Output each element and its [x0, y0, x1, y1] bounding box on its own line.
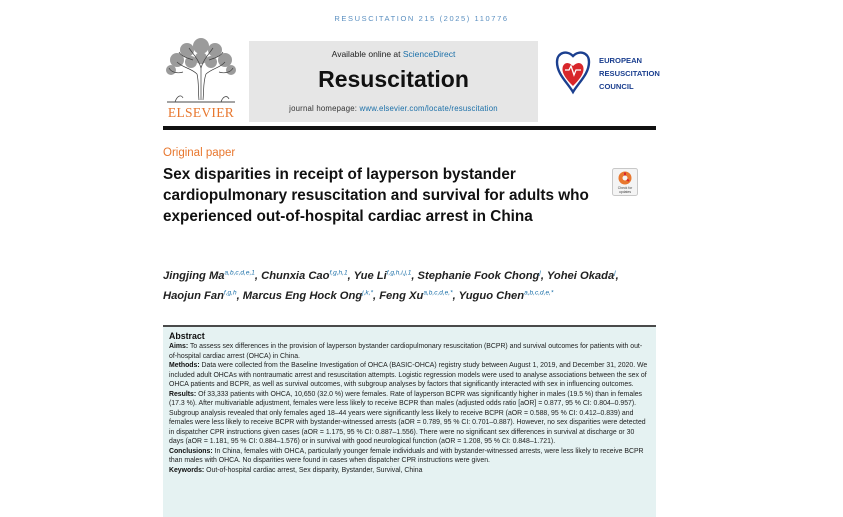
journal-homepage-line — [249, 104, 538, 113]
erc-line-1: EUROPEAN — [599, 56, 643, 65]
erc-line-2: RESUSCITATION — [599, 69, 660, 78]
article-type-label: Original paper — [163, 147, 236, 159]
author-separator: , — [254, 269, 258, 282]
abstract-keywords — [169, 466, 650, 476]
abstract-conclusions — [169, 447, 650, 466]
homepage-prefix: journal homepage: — [289, 104, 360, 113]
available-prefix: Available online at — [331, 49, 403, 59]
author-affiliation[interactable]: f,g,h,i,j,1 — [386, 269, 412, 276]
author-affiliation[interactable]: a,b,c,d,e,* — [524, 289, 554, 297]
author-affiliation[interactable]: j,k,* — [362, 289, 373, 297]
paper-title: Sex disparities in receipt of layperson bystander cardiopulmonary resuscitation and survival for adults who experienced out-of-hospital cardiac arrest in China — [163, 166, 589, 225]
conclusions-label: Conclusions: — [169, 447, 213, 455]
keywords-label: Keywords: — [169, 466, 205, 474]
author-separator: , — [452, 290, 456, 303]
keywords-text: Out-of-hospital cardiac arrest, Sex disparity, Bystander, Survival, China — [206, 466, 423, 474]
journal-reference: RESUSCITATION 215 (2025) 110776 — [334, 14, 509, 23]
available-online-line — [249, 49, 538, 59]
author-name: Chunxia Cao — [261, 269, 330, 282]
author-name: Jingjing Ma — [163, 269, 225, 282]
author-name: Yuguo Chen — [458, 290, 525, 303]
author-separator: , — [411, 269, 415, 282]
author-name: Haojun Fan — [163, 290, 224, 303]
author-affiliation[interactable]: a,b,c,d,e,1 — [224, 269, 255, 276]
elsevier-wordmark: ELSEVIER — [167, 105, 235, 120]
journal-masthead — [163, 38, 660, 126]
author[interactable] — [459, 290, 554, 302]
badge-text-2: updates — [618, 190, 632, 194]
author[interactable] — [163, 290, 240, 302]
author[interactable] — [163, 270, 258, 282]
badge-text-1: Check for — [617, 186, 633, 190]
author-separator: , — [540, 269, 544, 282]
results-label: Results: — [169, 390, 197, 398]
author-name: Feng Xu — [379, 290, 424, 303]
journal-title: Resuscitation — [318, 66, 469, 92]
abstract-box — [163, 325, 656, 517]
check-for-updates-icon[interactable] — [612, 168, 638, 196]
author[interactable] — [379, 290, 456, 302]
author-separator: , — [615, 269, 619, 282]
author-separator: , — [236, 290, 240, 303]
abstract-results — [169, 390, 650, 447]
author[interactable] — [261, 270, 351, 282]
author-separator: , — [373, 290, 377, 303]
author-name: Stephanie Fook Chong — [417, 269, 540, 282]
author-name: Yohei Okada — [546, 269, 615, 282]
author-separator: , — [347, 269, 351, 282]
author-list — [163, 264, 658, 305]
author-affiliation[interactable]: j — [539, 269, 541, 276]
abstract-heading: Abstract — [169, 331, 205, 341]
journal-title-box — [249, 41, 538, 122]
conclusions-text: In China, females with OHCA, particularly younger female individuals and with bystander-witnessed arrests, were less likely to receive BCPR than males with OHCA. No disparities were found in cases when dispatcher CPR instructions were given. — [169, 447, 644, 464]
author-affiliation[interactable]: f,g,h,1 — [329, 269, 348, 276]
author[interactable] — [354, 270, 415, 282]
results-text: Of 33,333 patients with OHCA, 10,650 (32.0 %) were females. Rate of layperson BCPR was significantly higher in males (19.5 %) than in females (17.3 %). After multivariable adjustment, females were less likely to receive BCPR than males (adjusted odds ratio [aOR] = 0.877, 95 % CI: 0.804–0.957). Subgroup analysis revealed that only females aged 18–44 years were significantly less likely to receive BCPR (aOR = 0.588, 95 % CI: 0.412–0.839) and females were less likely to receive BCPR with bystander-witnessed arrests (aOR = 0.789, 95 % CI: 0.701–0.887). However, no sex disparities were detected in dispatcher CPR instructions given cases (aOR = 1.175, 95 % CI: 0.887–1.556). There were no significant sex differences in survival at discharge or 30 days (aOR = 1.181, 95 % CI: 0.884–1.576) or in survival with good neurological function (aOR = 1.208, 95 % CI: 0.848–1.721). — [169, 390, 646, 445]
author[interactable] — [547, 270, 619, 282]
aims-label: Aims: — [169, 343, 189, 350]
aims-text: To assess sex differences in the provision of layperson bystander cardiopulmonary resuscitation (BCPR) and survival outcomes for patients with out-of-hospital cardiac arrest (OHCA) in China. — [169, 343, 643, 360]
journal-homepage-link[interactable]: www.elsevier.com/locate/resuscitation — [359, 104, 498, 113]
author-affiliation[interactable]: j — [614, 269, 616, 276]
author[interactable] — [243, 290, 376, 302]
abstract-methods — [169, 361, 650, 390]
author-name: Marcus Eng Hock Ong — [242, 290, 363, 303]
methods-label: Methods: — [169, 362, 200, 369]
author[interactable] — [418, 270, 544, 282]
masthead-divider — [163, 126, 656, 130]
erc-heart-logo[interactable] — [553, 48, 593, 100]
methods-text: Data were collected from the Baseline Investigation of OHCA (BASIC-OHCA) registry study between August 1, 2019, and December 31, 2020. We included adult OHCAs with nontraumatic arrest and resuscitation attempts. Logistic regression models were used to analyse associations between the sex of OHCA patients and BCPR, as well as survival outcomes, with subgroup analyses by factors that significantly interacted with sex in influencing outcomes. — [169, 362, 648, 388]
erc-line-3: COUNCIL — [599, 82, 634, 91]
author-affiliation[interactable]: a,b,c,d,e,* — [423, 289, 453, 297]
sciencedirect-link[interactable]: ScienceDirect — [402, 49, 456, 59]
author-affiliation[interactable]: f,g,h — [223, 289, 237, 297]
erc-wordmark — [599, 54, 660, 93]
author-name: Yue Li — [353, 269, 387, 282]
abstract-aims — [169, 342, 650, 361]
